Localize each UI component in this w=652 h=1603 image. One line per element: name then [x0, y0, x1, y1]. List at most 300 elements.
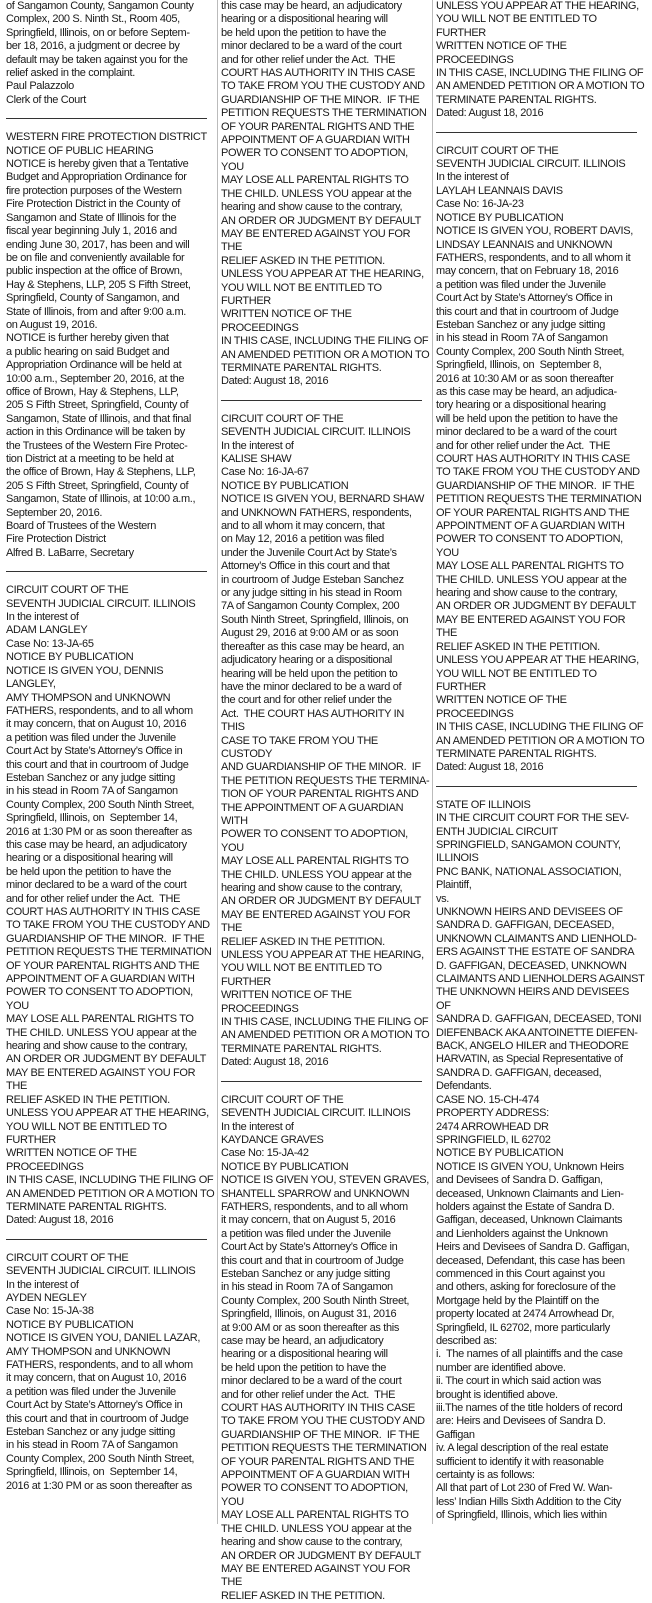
column-2: [221, 0, 430, 1602]
notice-line: and others, asking for foreclosure of the: [436, 1281, 616, 1294]
notice-line: IN THIS CASE, INCLUDING THE FILING OF: [436, 721, 644, 734]
notice-line: office of Brown, Hay & Stephens, LLP,: [6, 385, 179, 398]
notice-line: APPOINTMENT OF A GUARDIAN WITH: [221, 1469, 410, 1482]
notice-line: APPOINTMENT OF A GUARDIAN WITH: [221, 134, 410, 147]
notice-line: UNKNOWN HEIRS AND DEVISEES OF: [436, 906, 623, 918]
notice-line: Fire Protection District: [6, 533, 106, 546]
notice-line: WRITTEN NOTICE OF THE PROCEEDINGS: [436, 694, 570, 720]
notice-line: OF YOUR PARENTAL RIGHTS AND THE: [436, 506, 630, 519]
notice-line: FATHERS, respondents, and to all whom: [221, 1200, 408, 1213]
notice-line: tion District at a meeting to be held at: [6, 453, 174, 465]
notice-line: SANDRA D. GAFFIGAN, deceased,: [436, 1066, 602, 1079]
notice-line: Springfield, County of Sangamon, and: [6, 292, 180, 305]
notice-line: IN THIS CASE, INCLUDING THE FILING OF: [221, 1016, 429, 1029]
notice-line: UNLESS YOU APPEAR AT THE HEARING,: [221, 268, 424, 281]
notice-line: less’ Indian Hills Sixth Addition to the City: [436, 1495, 621, 1508]
notice-line: FATHERS, respondents, and to all whom: [6, 1359, 193, 1371]
notice-line: described as:: [436, 1335, 497, 1347]
notice-line: August 29, 2016 at 9:00 AM or as soon: [221, 627, 399, 640]
notice-line: Case No: 15-JA-42: [221, 1147, 309, 1160]
notice-line: Budget and Appropriation Ordinance for: [6, 171, 187, 184]
legal-notice: [221, 1094, 430, 1603]
notice-line: THE UNKNOWN HEIRS AND DEVISEES OF: [436, 986, 632, 1012]
notice-line: Gaffigan, deceased, Unknown Claimants: [436, 1214, 623, 1227]
notice-line: MAY LOSE ALL PARENTAL RIGHTS TO: [6, 1013, 194, 1026]
notice-line: ber 18, 2016, a judgment or decree by: [6, 40, 180, 53]
notice-line: hearing and show cause to the contrary,: [436, 587, 618, 600]
notice-line: THE CHILD. UNLESS YOU appear at the: [436, 573, 627, 586]
notice-line: a petition was filed under the Juvenile: [436, 278, 606, 291]
notice-line: i. The names of all plaintiffs and the case: [436, 1348, 623, 1361]
notice-line: PETITION REQUESTS THE TERMINATION: [221, 107, 427, 120]
notice-line: will be held upon the petition to have the: [436, 412, 618, 425]
notice-line: AND GUARDIANSHIP OF THE MINOR. IF: [221, 761, 421, 774]
notice-line: deceased, Unknown Claimants and Lien-: [436, 1187, 624, 1200]
notice-line: holders against the Estate of Sandra D.: [436, 1200, 615, 1213]
notice-line: hearing or a dispositional hearing will: [6, 852, 173, 865]
notice-line: this court and that in courtroom of Judge: [436, 305, 619, 318]
notice-line: Springfield, Illinois, on September 14,: [6, 1466, 178, 1479]
notice-line: NOTICE BY PUBLICATION: [221, 1160, 349, 1173]
notice-line: AMY THOMPSON and UNKNOWN: [6, 1345, 171, 1358]
notice-line: and for other relief under the Act. THE: [221, 53, 396, 66]
notice-line: on May 12, 2016 a petition was filed: [221, 533, 384, 546]
notice-line: NOTICE OF PUBLIC HEARING: [6, 144, 154, 157]
notice-line: IN THIS CASE, INCLUDING THE FILING OF: [6, 1174, 214, 1187]
notice-line: hearing and show cause to the contrary,: [6, 1040, 188, 1053]
notice-line: ending June 30, 2017, has been and will: [6, 238, 190, 251]
notice-line: fiscal year beginning July 1, 2016 and: [6, 225, 177, 238]
notice-line: WRITTEN NOTICE OF THE PROCEEDINGS: [436, 40, 570, 66]
notice-line: CLAIMANTS AND LIENHOLDERS AGAINST: [436, 973, 645, 986]
notice-line: 10:00 a.m., September 20, 2016, at the: [6, 372, 185, 385]
notice-line: Dated: August 18, 2016: [436, 761, 544, 774]
notice-line: STATE OF ILLINOIS: [436, 798, 531, 811]
notice-line: tory hearing or a dispositional hearing: [436, 399, 606, 412]
notice-line: PNC BANK, NATIONAL ASSOCIATION,: [436, 865, 622, 878]
notice-line: certainty is as follows:: [436, 1469, 535, 1482]
notice-line: adjudicatory hearing or a dispositional: [221, 654, 393, 667]
notice-line: a petition was filed under the Juvenile: [6, 731, 176, 744]
notice-line: 2016 at 1:30 PM or as soon thereafter as: [6, 825, 192, 838]
notice-line: AMY THOMPSON and UNKNOWN: [6, 691, 171, 704]
notice-line: Alfred B. LaBarre, Secretary: [6, 546, 134, 559]
notice-line: MAY BE ENTERED AGAINST YOU FOR THE: [6, 1066, 198, 1093]
notice-line: this case may be heard, an adjudicatory: [221, 0, 402, 12]
notice-line: number are identified above.: [436, 1361, 566, 1374]
legal-notice: [436, 799, 645, 1523]
notice-line: THE CHILD. UNLESS YOU appear at the: [221, 187, 412, 200]
notice-line: NOTICE IS GIVEN YOU, ROBERT DAVIS,: [436, 225, 633, 238]
notice-line: NOTICE is hereby given that a Tentative: [6, 158, 189, 171]
notice-line: COURT HAS AUTHORITY IN THIS CASE: [221, 67, 415, 80]
notice-line: iv. A legal description of the real estate: [436, 1442, 609, 1455]
notice-line: this court and that in courtroom of Judge: [6, 1412, 189, 1425]
notice-line: SPRINGFIELD, IL 62702: [436, 1133, 551, 1146]
notice-line: NOTICE BY PUBLICATION: [6, 651, 134, 664]
notice-line: RELIEF ASKED IN THE PETITION.: [221, 1589, 385, 1602]
notice-line: TERMINATE PARENTAL RIGHTS.: [436, 93, 597, 106]
notice-line: Court Act by State’s Attorney’s Office in: [6, 1399, 183, 1412]
notice-line: Clerk of the Court: [6, 93, 86, 106]
notice-line: ERS AGAINST THE ESTATE OF SANDRA: [436, 946, 635, 959]
notice-line: a petition was filed under the Juvenile: [221, 1227, 391, 1240]
notice-line: ii. The court in which said action was: [436, 1375, 602, 1388]
notice-line: IN THIS CASE, INCLUDING THE FILING OF: [436, 67, 644, 80]
legal-notice: [6, 1252, 215, 1493]
notice-line: Act. THE COURT HAS AUTHORITY IN THIS: [221, 707, 407, 734]
notice-line: MAY LOSE ALL PARENTAL RIGHTS TO: [221, 174, 409, 187]
notice-line: THE CHILD. UNLESS YOU appear at the: [221, 1522, 412, 1535]
notice-line: Esteban Sanchez or any judge sitting: [436, 318, 606, 331]
notice-line: hearing and show cause to the contrary,: [221, 1536, 403, 1549]
notice-line: ILLINOIS: [436, 852, 479, 865]
notice-line: Dated: August 18, 2016: [436, 107, 544, 120]
notice-line: AN ORDER OR JUDGMENT BY DEFAULT: [436, 600, 637, 613]
notice-line: D. GAFFIGAN, DECEASED, UNKNOWN: [436, 959, 627, 972]
notice-line: TION OF YOUR PARENTAL RIGHTS AND: [221, 788, 419, 801]
notice-line: County Complex, 200 South Ninth Street,: [6, 1452, 195, 1465]
notice-line: action in this Ordinance will be taken by: [6, 426, 185, 439]
notice-line: it may concern, that on August 5, 2016: [221, 1214, 396, 1227]
notice-line: AN ORDER OR JUDGMENT BY DEFAULT: [221, 895, 422, 908]
notice-divider: [221, 400, 422, 401]
notice-line: 7A of Sangamon County Complex, 200: [221, 600, 400, 613]
notice-line: NOTICE IS GIVEN YOU, BERNARD SHAW: [221, 493, 424, 506]
notice-line: SEVENTH JUDICIAL CIRCUIT. ILLINOIS: [6, 597, 196, 610]
notice-line: County Complex, 200 South Ninth Street,: [6, 798, 195, 811]
notice-line: COURT HAS AUTHORITY IN THIS CASE: [221, 1402, 415, 1415]
notice-line: hearing or a dispositional hearing will: [221, 13, 388, 26]
notice-line: GUARDIANSHIP OF THE MINOR. IF THE: [6, 932, 205, 945]
notice-line: Complex, 200 S. Ninth St., Room 405,: [6, 13, 180, 26]
notice-line: Esteban Sanchez or any judge sitting: [6, 1426, 176, 1439]
notice-line: BACK, ANGELO HILER and THEODORE: [436, 1040, 629, 1053]
notice-line: and to all whom it may concern, that: [221, 520, 385, 533]
notice-line: TO TAKE FROM YOU THE CUSTODY AND: [436, 466, 640, 479]
notice-line: GUARDIANSHIP OF THE MINOR. IF THE: [221, 93, 420, 106]
notice-line: CIRCUIT COURT OF THE: [221, 1093, 344, 1106]
notice-line: SEVENTH JUDICIAL CIRCUIT. ILLINOIS: [436, 158, 626, 171]
notice-line: hearing or a dispositional hearing will: [221, 1348, 388, 1361]
notice-divider: [6, 118, 207, 119]
notice-line: 2016 at 10:30 AM or as soon thereafter: [436, 372, 614, 385]
notice-line: OF YOUR PARENTAL RIGHTS AND THE: [221, 120, 415, 133]
newspaper-legal-notices-page: [6, 0, 646, 1602]
notice-line: in courtroom of Judge Esteban Sanchez: [221, 573, 404, 586]
notice-line: CIRCUIT COURT OF THE: [6, 584, 129, 597]
legal-notice: [6, 0, 215, 107]
notice-line: UNLESS YOU APPEAR AT THE HEARING,: [436, 0, 639, 12]
notice-line: AN AMENDED PETITION OR A MOTION TO: [221, 1029, 430, 1042]
notice-line: YOU WILL NOT BE ENTITLED TO FURTHER: [221, 281, 385, 307]
notice-line: it may concern, that on August 10, 2016: [6, 1372, 187, 1385]
notice-line: minor declared to be a ward of the court: [436, 426, 617, 439]
notice-line: POWER TO CONSENT TO ADOPTION, YOU: [221, 828, 411, 854]
notice-line: YOU WILL NOT BE ENTITLED TO FURTHER: [221, 962, 385, 988]
notice-line: Case No: 15-JA-38: [6, 1305, 94, 1318]
notice-line: NOTICE BY PUBLICATION: [6, 1318, 134, 1331]
notice-line: minor declared to be a ward of the court: [221, 1375, 402, 1388]
notice-line: Heirs and Devisees of Sandra D. Gaffigan,: [436, 1241, 630, 1254]
notice-line: MAY BE ENTERED AGAINST YOU FOR THE: [436, 613, 628, 640]
legal-notice: [436, 145, 645, 775]
notice-line: be held upon the petition to have the: [221, 1361, 387, 1374]
notice-line: and for other relief under the Act. THE: [436, 439, 611, 452]
legal-notice: [6, 584, 215, 1228]
notice-line: KALISE SHAW: [221, 453, 292, 465]
notice-line: AN AMENDED PETITION OR A MOTION TO: [221, 348, 430, 361]
notice-line: FATHERS, respondents, and to all whom it: [436, 251, 631, 264]
notice-line: Mortgage held by the Plaintiff on the: [436, 1294, 599, 1307]
notice-line: YOU WILL NOT BE ENTITLED TO FURTHER: [436, 13, 600, 39]
notice-line: All that part of Lot 230 of Fred W. Wan-: [436, 1482, 613, 1495]
notice-line: Esteban Sanchez or any judge sitting: [6, 771, 176, 784]
notice-line: South Ninth Street, Springfield, Illinois, on: [221, 613, 409, 626]
notice-line: may concern, that on February 18, 2016: [436, 265, 619, 278]
notice-line: be held upon the petition to have the: [221, 26, 387, 39]
notice-line: Board of Trustees of the Western: [6, 520, 157, 533]
notice-line: APPOINTMENT OF A GUARDIAN WITH: [436, 520, 625, 533]
notice-line: IN THIS CASE, INCLUDING THE FILING OF: [221, 335, 429, 348]
notice-line: TERMINATE PARENTAL RIGHTS.: [221, 1042, 382, 1055]
notice-line: OF YOUR PARENTAL RIGHTS AND THE: [221, 1455, 415, 1468]
notice-line: WRITTEN NOTICE OF THE PROCEEDINGS: [221, 308, 355, 334]
notice-line: YOU WILL NOT BE ENTITLED TO FURTHER: [436, 667, 600, 693]
notice-line: UNLESS YOU APPEAR AT THE HEARING,: [6, 1107, 209, 1120]
notice-line: and Lienholders against the Unknown: [436, 1227, 608, 1240]
notice-line: at 9:00 AM or as soon thereafter as this: [221, 1321, 399, 1334]
notice-line: this court and that in courtroom of Judge: [6, 758, 189, 771]
notice-line: YOU WILL NOT BE ENTITLED TO FURTHER: [6, 1120, 170, 1146]
notice-line: AN ORDER OR JUDGMENT BY DEFAULT: [221, 214, 422, 227]
notice-line: MAY BE ENTERED AGAINST YOU FOR THE: [221, 908, 413, 935]
notice-line: Sangamon, State of Illinois, and that final: [6, 412, 191, 425]
notice-line: 205 S Fifth Street, Springfield, County of: [6, 399, 189, 412]
notice-line: NOTICE is further hereby given that: [6, 332, 169, 345]
notice-divider: [436, 132, 637, 133]
notice-line: default may be taken against you for the: [6, 53, 188, 66]
notice-line: SEVENTH JUDICIAL CIRCUIT. ILLINOIS: [221, 1107, 411, 1120]
notice-line: THE CHILD. UNLESS YOU appear at the: [221, 868, 412, 881]
notice-line: vs.: [436, 892, 450, 905]
notice-line: In the interest of: [436, 171, 509, 184]
notice-line: Springfield, IL 62702, more particularly: [436, 1321, 610, 1334]
notice-line: AN ORDER OR JUDGMENT BY DEFAULT: [6, 1053, 207, 1066]
notice-line: UNKNOWN CLAIMANTS AND LIENHOLD-: [436, 932, 637, 945]
notice-line: POWER TO CONSENT TO ADOPTION, YOU: [221, 147, 411, 173]
notice-line: Court Act by State’s Attorney’s Office in: [436, 292, 613, 305]
notice-line: Appropriation Ordinance will be held at: [6, 359, 182, 372]
notice-line: CIRCUIT COURT OF THE: [6, 1251, 129, 1264]
notice-line: RELIEF ASKED IN THE PETITION.: [436, 640, 600, 653]
notice-line: NOTICE IS GIVEN YOU, DANIEL LAZAR,: [6, 1332, 201, 1345]
notice-line: 2016 at 1:30 PM or as soon thereafter as: [6, 1479, 192, 1492]
notice-line: SANDRA D. GAFFIGAN, DECEASED, TONI: [436, 1013, 642, 1026]
notice-line: this court and that in courtroom of Judge: [221, 1254, 404, 1267]
notice-line: OF YOUR PARENTAL RIGHTS AND THE: [6, 959, 200, 972]
notice-line: CIRCUIT COURT OF THE: [221, 412, 344, 425]
notice-line: sufficient to identify it with reasonable: [436, 1455, 604, 1468]
notice-line: SANDRA D. GAFFIGAN, DECEASED,: [436, 919, 615, 932]
notice-line: Springfield, Illinois, on September 8,: [436, 359, 602, 372]
notice-line: Case No: 16-JA-67: [221, 466, 309, 479]
notice-line: In the interest of: [221, 439, 294, 452]
notice-line: MAY LOSE ALL PARENTAL RIGHTS TO: [221, 855, 409, 868]
notice-line: this case may be heard, an adjudicatory: [6, 838, 187, 851]
notice-line: case may be heard, an adjudicatory: [221, 1335, 384, 1347]
notice-line: SEVENTH JUDICIAL CIRCUIT. ILLINOIS: [221, 426, 411, 439]
notice-line: LAYLAH LEANNAIS DAVIS: [436, 184, 563, 197]
notice-line: KAYDANCE GRAVES: [221, 1133, 324, 1146]
notice-line: COURT HAS AUTHORITY IN THIS CASE: [436, 453, 630, 465]
notice-line: Sangamon and State of Illinois for the: [6, 211, 177, 224]
notice-line: TO TAKE FROM YOU THE CUSTODY AND: [6, 919, 210, 932]
notice-divider: [221, 1081, 422, 1082]
notice-line: GUARDIANSHIP OF THE MINOR. IF THE: [221, 1428, 420, 1441]
notice-line: under the Juvenile Court Act by State’s: [221, 546, 397, 559]
notice-line: Springfield, Illinois, on September 14,: [6, 812, 178, 825]
notice-line: the Trustees of the Western Fire Protec-: [6, 439, 188, 452]
notice-line: hearing will be held upon the petition to: [221, 667, 398, 680]
notice-line: In the interest of: [6, 611, 79, 624]
notice-line: the office of Brown, Hay & Stephens, LLP,: [6, 466, 196, 479]
notice-line: Hay & Stephens, LLP, 205 S Fifth Street,: [6, 278, 191, 291]
notice-line: the court and for other relief under the: [221, 694, 392, 707]
notice-line: COURT HAS AUTHORITY IN THIS CASE: [6, 906, 200, 918]
notice-line: PETITION REQUESTS THE TERMINATION: [6, 946, 212, 959]
notice-line: iii.The names of the title holders of record: [436, 1402, 623, 1415]
notice-line: deceased, Defendant, this case has been: [436, 1254, 625, 1267]
notice-line: be held upon the petition to have the: [6, 865, 172, 878]
notice-line: in his stead in Room 7A of Sangamon: [6, 1439, 178, 1452]
notice-line: PETITION REQUESTS THE TERMINATION: [436, 493, 642, 506]
notice-line: brought is identified above.: [436, 1388, 558, 1401]
notice-line: THE CHILD. UNLESS YOU appear at the: [6, 1026, 197, 1039]
notice-line: CASE TO TAKE FROM YOU THE CUSTODY: [221, 734, 381, 760]
legal-notice: [436, 0, 645, 121]
notice-line: NOTICE BY PUBLICATION: [221, 479, 349, 492]
notice-line: 2474 ARROWHEAD DR: [436, 1120, 549, 1133]
notice-line: SPRINGFIELD, SANGAMON COUNTY,: [436, 838, 621, 851]
notice-line: POWER TO CONSENT TO ADOPTION, YOU: [221, 1482, 411, 1508]
notice-line: THE APPOINTMENT OF A GUARDIAN WITH: [221, 801, 406, 827]
notice-line: WRITTEN NOTICE OF THE PROCEEDINGS: [6, 1147, 140, 1173]
notice-line: GUARDIANSHIP OF THE MINOR. IF THE: [436, 479, 635, 492]
notice-line: a public hearing on said Budget and: [6, 345, 170, 358]
notice-line: IN THE CIRCUIT COURT FOR THE SEV-: [436, 812, 629, 825]
notice-line: NOTICE IS GIVEN YOU, DENNIS LANGLEY,: [6, 664, 166, 691]
notice-line: of Springfield, Illinois, which lies within: [436, 1509, 607, 1522]
notice-line: Gaffigan: [436, 1428, 475, 1441]
notice-line: be on file and conveniently available for: [6, 251, 185, 264]
notice-line: HARVATIN, as Special Representative of: [436, 1053, 623, 1066]
notice-line: DIEFENBACK AKA ANTOINETTE DIEFEN-: [436, 1026, 638, 1039]
notice-line: hearing and show cause to the contrary,: [221, 882, 403, 894]
notice-line: MAY BE ENTERED AGAINST YOU FOR THE: [221, 227, 413, 254]
notice-line: relief asked in the complaint.: [6, 67, 135, 80]
notice-line: fire protection purposes of the Western: [6, 184, 182, 197]
notice-line: Dated: August 18, 2016: [221, 375, 329, 388]
notice-line: in his stead in Room 7A of Sangamon: [221, 1281, 393, 1294]
notice-line: of Sangamon County, Sangamon County: [6, 0, 194, 12]
notice-line: ADAM LANGLEY: [6, 624, 88, 637]
notice-line: RELIEF ASKED IN THE PETITION.: [221, 935, 385, 948]
notice-line: and for other relief under the Act. THE: [6, 892, 181, 905]
notice-line: it may concern, that on August 10, 2016: [6, 718, 187, 731]
notice-line: TERMINATE PARENTAL RIGHTS.: [436, 747, 597, 760]
notice-line: Case No: 13-JA-65: [6, 637, 94, 650]
notice-line: in his stead in Room 7A of Sangamon: [436, 332, 608, 345]
notice-line: Springfield, Illinois, on August 31, 2016: [221, 1308, 397, 1321]
notice-line: FATHERS, respondents, and to all whom: [6, 704, 193, 717]
notice-line: Plaintiff,: [436, 879, 472, 892]
legal-notice: [6, 131, 215, 560]
notice-line: 205 S Fifth Street, Springfield, County of: [6, 479, 189, 492]
notice-line: RELIEF ASKED IN THE PETITION.: [6, 1093, 170, 1106]
notice-line: September 20, 2016.: [6, 506, 103, 519]
notice-line: County Complex, 200 South Ninth Street,: [221, 1294, 410, 1307]
notice-line: a petition was filed under the Juvenile: [6, 1385, 176, 1398]
notice-line: AN ORDER OR JUDGMENT BY DEFAULT: [221, 1549, 422, 1562]
notice-line: PROPERTY ADDRESS:: [436, 1107, 549, 1120]
notice-line: NOTICE IS GIVEN YOU, Unknown Heirs: [436, 1160, 624, 1173]
notice-line: SHANTELL SPARROW and UNKNOWN: [221, 1187, 410, 1200]
notice-line: Dated: August 18, 2016: [221, 1056, 329, 1069]
notice-line: POWER TO CONSENT TO ADOPTION, YOU: [6, 986, 196, 1012]
notice-line: RELIEF ASKED IN THE PETITION.: [221, 254, 385, 267]
notice-line: WRITTEN NOTICE OF THE PROCEEDINGS: [221, 989, 355, 1015]
notice-line: CIRCUIT COURT OF THE: [436, 144, 559, 157]
notice-divider: [6, 1239, 207, 1240]
notice-divider: [436, 786, 637, 787]
notice-line: LINDSAY LEANNAIS and UNKNOWN: [436, 238, 613, 251]
notice-line: MAY BE ENTERED AGAINST YOU FOR THE: [221, 1562, 413, 1589]
notice-line: THE PETITION REQUESTS THE TERMINA-: [221, 774, 430, 787]
notice-line: WESTERN FIRE PROTECTION DISTRICT: [6, 131, 207, 144]
notice-line: Fire Protection District in the County of: [6, 198, 180, 211]
notice-line: TO TAKE FROM YOU THE CUSTODY AND: [221, 80, 425, 93]
column-1: [6, 0, 215, 1524]
notice-line: In the interest of: [6, 1278, 79, 1291]
column-3: [436, 0, 645, 1524]
notice-line: minor declared to be a ward of the court: [6, 879, 187, 892]
notice-line: are: Heirs and Devisees of Sandra D.: [436, 1415, 606, 1428]
notice-line: NOTICE IS GIVEN YOU, STEVEN GRAVES,: [221, 1174, 430, 1187]
notice-line: AN AMENDED PETITION OR A MOTION TO: [436, 80, 645, 93]
notice-line: property located at 2474 Arrowhead Dr,: [436, 1308, 615, 1321]
notice-line: PETITION REQUESTS THE TERMINATION: [221, 1442, 427, 1455]
notice-line: or any judge sitting in his stead in Room: [221, 587, 402, 600]
notice-line: AN AMENDED PETITION OR A MOTION TO: [6, 1187, 215, 1200]
notice-line: hearing and show cause to the contrary,: [221, 201, 403, 214]
notice-line: thereafter as this case may be heard, an: [221, 640, 404, 653]
notice-line: commenced in this Court against you: [436, 1267, 605, 1280]
notice-line: UNLESS YOU APPEAR AT THE HEARING,: [221, 949, 424, 962]
notice-line: POWER TO CONSENT TO ADOPTION, YOU: [436, 533, 626, 559]
notice-line: and Devisees of Sandra D. Gaffigan,: [436, 1174, 603, 1187]
notice-line: minor declared to be a ward of the court: [221, 40, 402, 53]
notice-line: Case No: 16-JA-23: [436, 198, 524, 211]
notice-line: AYDEN NEGLEY: [6, 1291, 87, 1304]
notice-line: on August 19, 2016.: [6, 318, 98, 331]
notice-line: Sangamon, State of Illinois, at 10:00 a.m.,: [6, 493, 196, 506]
notice-line: Court Act by State’s Attorney’s Office in: [221, 1241, 398, 1254]
notice-line: TO TAKE FROM YOU THE CUSTODY AND: [221, 1415, 425, 1428]
notice-line: and UNKNOWN FATHERS, respondents,: [221, 506, 412, 519]
notice-line: UNLESS YOU APPEAR AT THE HEARING,: [436, 654, 639, 667]
notice-line: Attorney’s Office in this court and that: [221, 560, 390, 573]
